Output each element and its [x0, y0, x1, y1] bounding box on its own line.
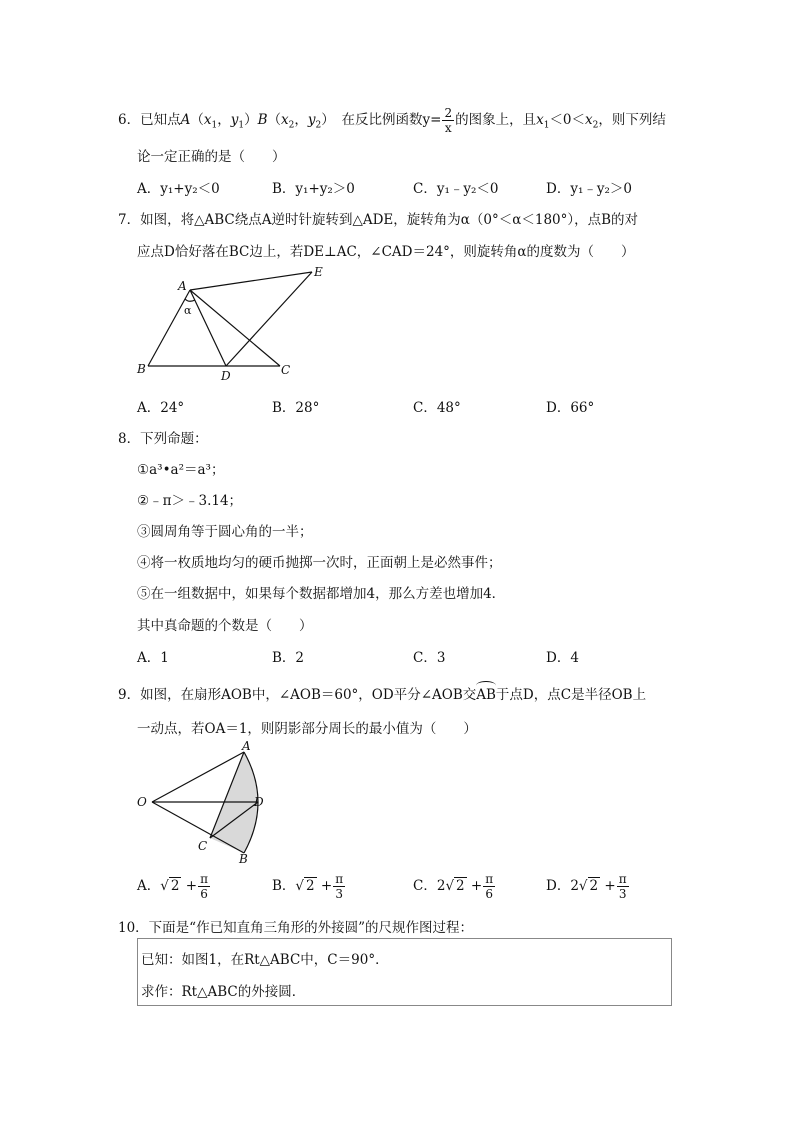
q9-line1-a: 9．如图，在扇形AOB中，∠AOB＝60°，OD平分∠AOB交	[118, 687, 477, 703]
q8-option-b: B．2	[272, 650, 305, 666]
q7-seg-ac	[190, 290, 280, 366]
q9-option-b: B．√ 2 + $\frac{\pi}{3}$	[272, 872, 344, 901]
q9-label-c: C	[198, 839, 208, 853]
q6-point-a: A	[180, 112, 191, 128]
q7-triangle-figure	[130, 262, 340, 386]
q8-option-c: C．3	[413, 650, 446, 666]
q9-option-c: C．2√ 2 + $\frac{\pi}{6}$	[413, 872, 494, 901]
q9-label-d: D	[254, 795, 264, 809]
q7-seg-ae	[190, 272, 312, 290]
q10-find: 求作：Rt△ABC的外接圆．	[141, 984, 306, 1000]
q10-known: 已知：如图1，在Rt△ABC中，C＝90°．	[141, 952, 389, 968]
q9-line1	[118, 683, 646, 703]
q8-item-5: ⑤在一组数据中，如果每个数据都增加4，那么方差也增加4．	[137, 586, 506, 602]
q6-point-b: B	[257, 112, 268, 128]
q7-seg-ad	[190, 290, 226, 366]
q8-ask: 其中真命题的个数是（ ）	[137, 618, 313, 634]
q9-label-o: O	[137, 795, 147, 809]
q8-item-2: ②﹣π＞﹣3.14；	[137, 493, 243, 509]
q7-seg-de	[226, 272, 312, 366]
q8-title: 8．下列命题：	[118, 431, 208, 447]
q6-prefix: 6．已知点	[118, 112, 181, 128]
q8-item-3: ③圆周角等于圆心角的一半；	[137, 524, 313, 540]
q9-option-d: D．2√ 2 + $\frac{\pi}{3}$	[546, 872, 627, 901]
q7-seg-ab	[148, 290, 190, 366]
q6-fraction: $\frac{2}{x}$	[444, 106, 453, 135]
q7-option-d: D．66°	[546, 400, 595, 416]
q9-option-a: A．√ 2 + $\frac{\pi}{6}$	[137, 872, 208, 901]
q6-option-a: A．y₁+y₂＜0	[137, 181, 220, 197]
q6-end: ，则下列结	[598, 112, 666, 128]
q9-line1-b: 于点D，点C是半径OB上	[495, 687, 647, 703]
q7-label-d: D	[221, 369, 231, 383]
q9-label-b: B	[239, 852, 248, 866]
q9-sector-figure	[134, 736, 274, 866]
q6-option-c: C．y₁﹣y₂＜0	[413, 181, 499, 197]
q7-label-alpha: α	[184, 304, 192, 317]
q8-option-d: D．4	[546, 650, 579, 666]
q7-label-b: B	[137, 362, 146, 376]
q6-cond: 的图象上，且	[455, 112, 537, 128]
q7-line2: 应点D恰好落在BC边上，若DE⊥AC，∠CAD＝24°，则旋转角α的度数为（ ）	[137, 244, 635, 260]
q7-option-b: B．28°	[272, 400, 320, 416]
q7-label-c: C	[281, 363, 291, 377]
q6-line2: 论一定正确的是（ ）	[137, 149, 286, 165]
q6-option-b: B．y₁+y₂＞0	[272, 181, 355, 197]
q7-label-e: E	[314, 265, 323, 279]
q9-label-a: A	[242, 739, 251, 753]
q9-line2: 一动点，若OA＝1，则阴影部分周长的最小值为（ ）	[137, 721, 477, 737]
q6-mid: 在反比例函数	[341, 112, 423, 128]
q8-item-1: ①a³•a²＝a³；	[137, 462, 225, 478]
q7-angle-arc	[185, 299, 195, 301]
q8-option-a: A．1	[137, 650, 169, 666]
q6-option-d: D．y₁﹣y₂＞0	[546, 181, 632, 197]
q7-option-a: A．24°	[137, 400, 185, 416]
q6-line1: 6．已知点$A(x_1$，$y_1)B(x_2$，$y_2$） 在反比例函数y= $\frac{2}{x}$ 的图象上，且$x_1<0<x_2$，则下列结	[118, 106, 666, 135]
q7-label-a: A	[178, 279, 187, 293]
q9-arc-ab: AB	[476, 687, 496, 703]
q10-line1: 10．下面是“作已知直角三角形的外接圆”的尺规作图过程：	[118, 920, 473, 936]
q7-option-c: C．48°	[413, 400, 461, 416]
q7-line1: 7．如图，将△ABC绕点A逆时针旋转到△ADE，旋转角为α（0°＜α＜180°），点B的对	[118, 212, 639, 228]
q6-y-eq: y=	[422, 112, 442, 128]
q8-item-4: ④将一枚质地均匀的硬币抛掷一次时，正面朝上是必然事件；	[137, 555, 502, 571]
